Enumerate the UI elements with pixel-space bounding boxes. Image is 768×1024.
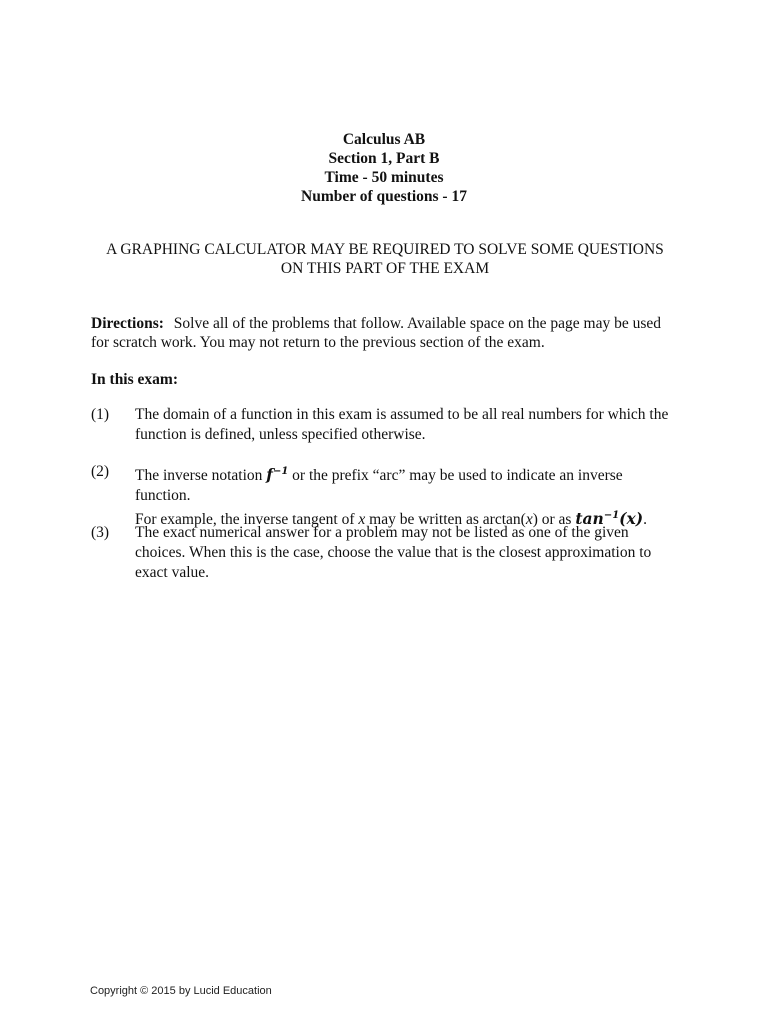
rule-text-part: . [643, 511, 647, 529]
header-section: Section 1, Part B [328, 150, 440, 167]
rule-text-part: or the prefix “arc” may be used to indicate an inverse function. [135, 467, 623, 505]
x-variable: x [525, 511, 533, 529]
directions-label: Directions: [91, 315, 164, 332]
x-variable: x [358, 511, 366, 529]
inverse-superscript: −1 [272, 466, 289, 477]
rule-text [135, 462, 681, 530]
rule-text-part: For example, the inverse tangent of [135, 511, 355, 529]
in-this-exam-heading: In this exam: [91, 371, 178, 388]
section-header [0, 130, 768, 206]
f-inverse-notation [266, 465, 288, 484]
rule-item-2 [91, 462, 681, 530]
tan-symbol: tan [575, 509, 604, 529]
header-question-count: Number of questions - 17 [301, 188, 467, 205]
rule-number: (2) [91, 463, 110, 480]
directions-text: Solve all of the problems that follow. Available space on the page may be used for scratch work. You may not return to the previous section of the exam. [91, 315, 662, 351]
header-title: Calculus AB [342, 131, 426, 148]
rule-item-3 [91, 523, 681, 583]
rule-text-part: ) or as [532, 511, 572, 529]
copyright-footer: Copyright © 2015 by Lucid Education [90, 985, 272, 997]
rule-text-part: The inverse notation [135, 467, 263, 485]
inverse-superscript: −1 [603, 510, 620, 522]
rule-item-1 [91, 405, 681, 445]
notice-line-2: ON THIS PART OF THE EXAM [280, 260, 490, 277]
rule-text-part: may be written as arctan( [369, 511, 526, 529]
header-time: Time - 50 minutes [324, 169, 444, 186]
rule-text: The exact numerical answer for a problem may not be listed as one of the given choices. When this is the case, choose the value that is the closest approximation to exact value. [135, 524, 652, 581]
calculator-notice [90, 240, 680, 278]
rule-text: The domain of a function in this exam is assumed to be all real numbers for which the function is defined, unless specified otherwise. [135, 406, 669, 443]
directions-paragraph [91, 314, 681, 352]
notice-line-1: A GRAPHING CALCULATOR MAY BE REQUIRED TO SOLVE SOME QUESTIONS [106, 241, 664, 258]
f-symbol: f [266, 465, 273, 485]
rule-number: (3) [91, 524, 110, 541]
tan-argument: (x) [619, 509, 644, 529]
rule-number: (1) [91, 406, 110, 423]
